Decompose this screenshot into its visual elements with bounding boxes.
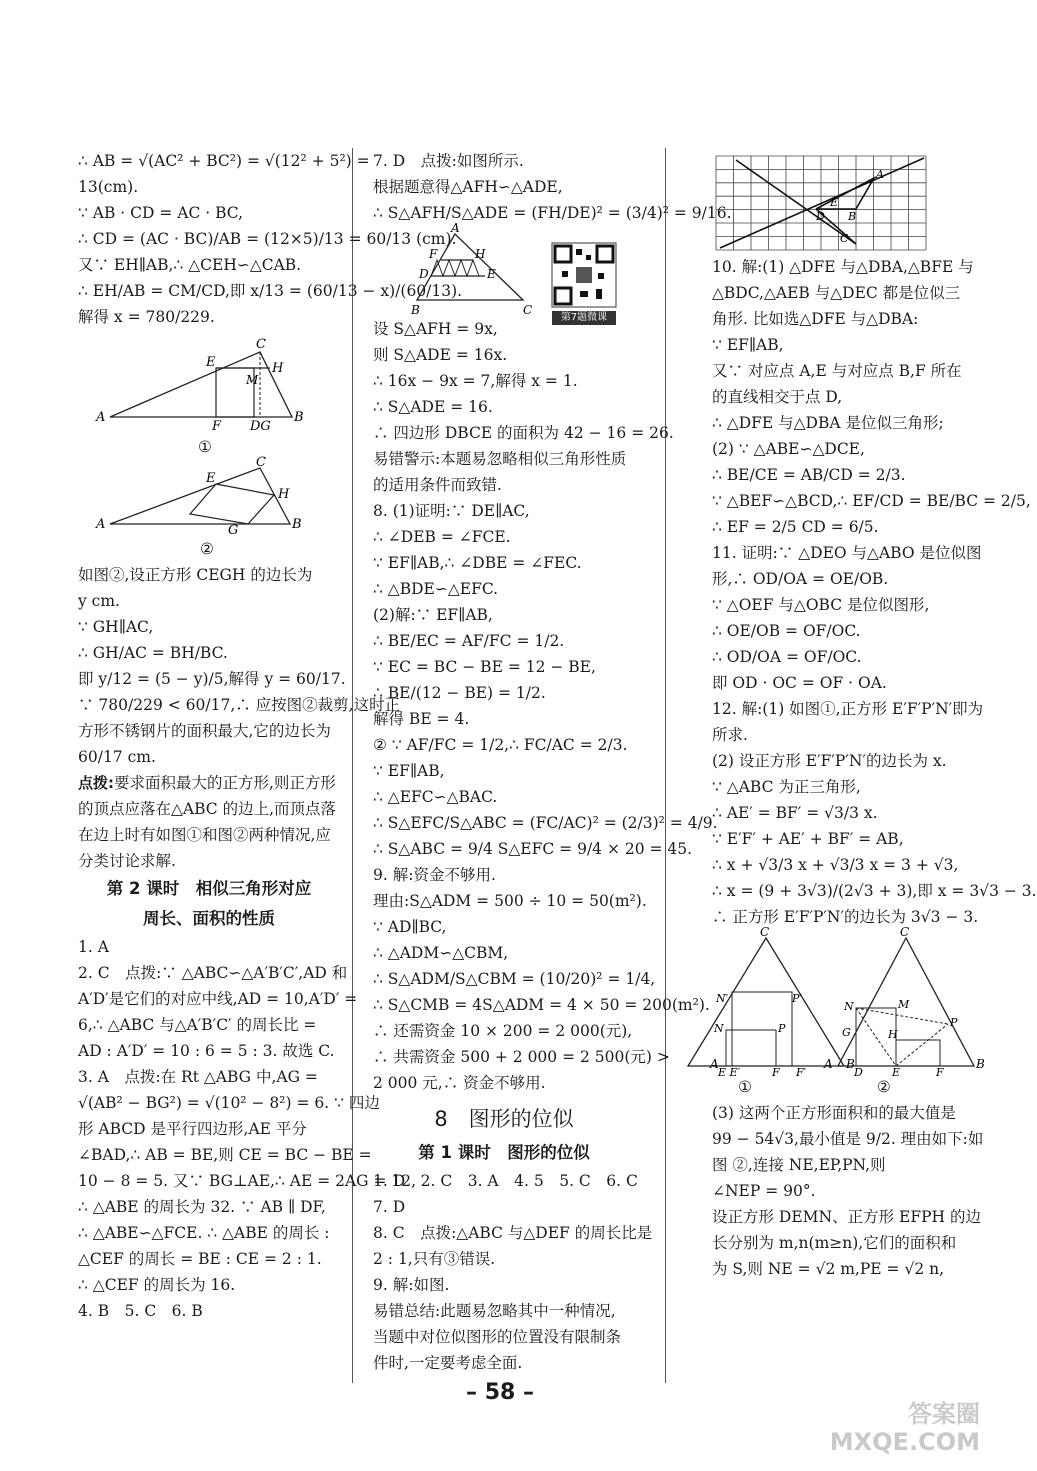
column-3 bbox=[710, 148, 1037, 1282]
text-line: ∵ 780/229 < 60/17,∴ 应按图②裁剪,这时正 bbox=[78, 696, 401, 714]
text-line: ∴ S△EFC/S△ABC = (FC/AC)² = (2/3)² = 4/9. bbox=[373, 814, 718, 832]
text-line: ∴ x + √3/3 x + √3/3 x = 3 + √3, bbox=[712, 856, 959, 874]
watermark-line1: 答案圈 bbox=[908, 1400, 980, 1428]
text-line: ∵ EF∥AB, bbox=[373, 762, 445, 780]
figure-2-label: ② bbox=[200, 540, 214, 558]
col2-answers bbox=[373, 1168, 653, 1376]
col2-derivation bbox=[373, 148, 732, 226]
answer-line: 1. A bbox=[78, 938, 109, 956]
text-line: ∴ △DFE 与△DBA 是位似三角形; bbox=[712, 414, 944, 432]
text-line: y cm. bbox=[78, 592, 120, 610]
col2-derivation-2 bbox=[373, 316, 718, 1096]
text-line: ∵ E′F′ + AE′ + BF′ = AB, bbox=[712, 830, 904, 848]
text-line: 12. 解:(1) 如图①,正方形 E′F′P′N′即为 bbox=[712, 700, 984, 718]
text-line: 11. 证明:∵ △DEO 与△ABO 是位似图 bbox=[712, 544, 982, 562]
svg-text:H: H bbox=[888, 1028, 898, 1041]
text-line: 即 y/12 = (5 − y)/5,解得 y = 60/17. bbox=[78, 670, 346, 688]
text-line: ∴ 共需资金 500 + 2 000 = 2 500(元) > bbox=[373, 1048, 670, 1066]
answer-line: ∴ △ABE 的周长为 32. ∵ AB ∥ DF, bbox=[78, 1198, 326, 1216]
figure-q12-triangles bbox=[710, 925, 992, 1079]
text-line: 解得 x = 780/229. bbox=[78, 308, 215, 326]
answer-line: 1. D 2. C 3. A 4. 5 5. C 6. C bbox=[373, 1172, 638, 1190]
text-line: ∴ 16x − 9x = 7,解得 x = 1. bbox=[373, 372, 578, 390]
text-line: ∴ S△ADM/S△CBM = (10/20)² = 1/4, bbox=[373, 970, 656, 988]
text-line: 设 S△AFH = 9x, bbox=[373, 320, 498, 338]
answer-line: 4. B 5. C 6. B bbox=[78, 1302, 203, 1320]
text-line: 根据题意得△AFH∽△ADE, bbox=[373, 178, 563, 196]
text-line: ∵ AD∥BC, bbox=[373, 918, 447, 936]
text-line: 为 S,则 NE = √2 m,PE = √2 n, bbox=[712, 1260, 945, 1278]
svg-text:B: B bbox=[848, 210, 857, 223]
text-line: ∴ S△AFH/S△ADE = (FH/DE)² = (3/4)² = 9/16. bbox=[373, 204, 732, 222]
answer-line: △CEF 的周长 = BE : CE = 2 : 1. bbox=[78, 1250, 322, 1268]
svg-text:A: A bbox=[710, 1057, 719, 1071]
svg-text:D: D bbox=[419, 267, 429, 281]
text-line: ∵ △BEF∽△BCD,∴ EF/CD = BE/BC = 2/5, bbox=[712, 492, 1031, 510]
answer-line: ∠BAD,∴ AB = BE,则 CE = BC − BE = bbox=[78, 1146, 372, 1164]
svg-text:E: E bbox=[487, 267, 496, 281]
text-line: 7. D 点拨:如图所示. bbox=[373, 152, 524, 170]
text-line: ∴ OD/OA = OF/OC. bbox=[712, 648, 862, 666]
svg-text:P: P bbox=[778, 1022, 786, 1035]
svg-text:F: F bbox=[429, 247, 438, 261]
text-line: 形,∴ OD/OA = OE/OB. bbox=[712, 570, 889, 588]
figure-q7-triangle bbox=[373, 221, 543, 317]
answer-line: 7. D bbox=[373, 1198, 406, 1216]
text-line: ∴ EH/AB = CM/CD,即 x/13 = (60/13 − x)/(60/13). bbox=[78, 282, 463, 300]
svg-text:F′: F′ bbox=[796, 1066, 807, 1079]
text-line: ∵ AB · CD = AC · BC, bbox=[78, 204, 244, 222]
text-line: 13(cm). bbox=[78, 178, 139, 196]
column-divider-2 bbox=[665, 148, 666, 1383]
text-line: 角形. 比如选△DFE 与△DBA: bbox=[712, 310, 919, 328]
svg-text:B: B bbox=[976, 1057, 985, 1071]
svg-text:F: F bbox=[772, 1066, 780, 1079]
svg-text:G: G bbox=[228, 523, 239, 538]
lesson-1-title: 第 1 课时 图形的位似 bbox=[418, 1143, 590, 1162]
text-line: 如图②,设正方形 CEGH 的边长为 bbox=[78, 566, 313, 584]
text-line: ∴ 正方形 E′F′P′N′的边长为 3√3 − 3. bbox=[712, 908, 979, 926]
lesson-2-title-line2: 周长、面积的性质 bbox=[143, 909, 275, 928]
answer-line: √(AB² − BG²) = √(10² − 8²) = 6. ∵ 四边 bbox=[78, 1094, 380, 1112]
svg-text:F: F bbox=[212, 419, 222, 434]
text-line: ∴ S△CMB = 4S△ADM = 4 × 50 = 200(m²). bbox=[373, 996, 710, 1014]
svg-text:C: C bbox=[840, 232, 849, 245]
text-line: ∵ △OEF 与△OBC 是位似图形, bbox=[712, 596, 930, 614]
text-line: ∵ EF∥AB,∴ ∠DBE = ∠FEC. bbox=[373, 554, 582, 572]
text-line: 2 000 元,∴ 资金不够用. bbox=[373, 1074, 546, 1092]
svg-text:M: M bbox=[246, 373, 259, 387]
text-line: 即 OD · OC = OF · OA. bbox=[712, 674, 887, 692]
text-line: ② ∵ AF/FC = 1/2,∴ FC/AC = 2/3. bbox=[373, 736, 628, 754]
text-line: 理由:S△ADM = 500 ÷ 10 = 50(m²). bbox=[373, 892, 647, 910]
text-line: (2) ∵ △ABE∽△DCE, bbox=[712, 440, 865, 458]
qr-code-icon bbox=[552, 243, 616, 307]
svg-text:A: A bbox=[824, 1057, 833, 1071]
text-line: 长分别为 m,n(m≥n),它们的面积和 bbox=[712, 1234, 957, 1252]
answer-line: 8. C 点拨:△ABC 与△DEF 的周长比是 bbox=[373, 1224, 653, 1242]
text-line: ∴ GH/AC = BH/BC. bbox=[78, 644, 228, 662]
svg-text:A: A bbox=[451, 221, 460, 235]
text-line: 设正方形 DEMN、正方形 EFPH 的边 bbox=[712, 1208, 981, 1226]
text-line: 所求. bbox=[712, 726, 748, 744]
text-line: ∵ △ABC 为正三角形, bbox=[712, 778, 861, 796]
watermark bbox=[830, 1400, 980, 1456]
svg-text:A: A bbox=[96, 517, 106, 532]
text-line: 又∵ 对应点 A,E 与对应点 B,F 所在 bbox=[712, 362, 962, 380]
svg-text:A: A bbox=[96, 410, 106, 425]
answer-line: AD : A′D′ = 10 : 6 = 5 : 3. 故选 C. bbox=[78, 1042, 335, 1060]
text-line: △BDC,△AEB 与△DEC 都是位似三 bbox=[712, 284, 961, 302]
svg-text:H: H bbox=[278, 487, 290, 502]
text-line: ∴ AB = √(AC² + BC²) = √(12² + 5²) = bbox=[78, 152, 370, 170]
text-line: 9. 解:资金不够用. bbox=[373, 866, 496, 884]
svg-text:C: C bbox=[256, 337, 266, 352]
svg-text:P′: P′ bbox=[792, 992, 802, 1005]
answer-line: ∴ △ABE∽△FCE. ∴ △ABE 的周长 : bbox=[78, 1224, 330, 1242]
answer-line: 6,∴ △ABC 与△A′B′C′ 的周长比 = bbox=[78, 1016, 317, 1034]
col3-derivation bbox=[712, 254, 1037, 930]
figure-label-1: ① bbox=[738, 1078, 752, 1096]
section-title: 8 图形的位似 bbox=[434, 1107, 574, 1131]
text-line: 的直线相交于点 D, bbox=[712, 388, 843, 406]
text-line: 10. 解:(1) △DFE 与△DBA,△BFE 与 bbox=[712, 258, 974, 276]
answer-line: 易错总结:此题易忽略其中一种情况, bbox=[373, 1302, 616, 1320]
answer-line: 2 : 1,只有③错误. bbox=[373, 1250, 496, 1268]
page-number: – 58 – bbox=[466, 1380, 534, 1405]
text-line: (2) 设正方形 E′F′P′N′的边长为 x. bbox=[712, 752, 947, 770]
answer-line: 2. C 点拨:∵ △ABC∽△A′B′C′,AD 和 bbox=[78, 964, 348, 982]
text-line: 60/17 cm. bbox=[78, 748, 156, 766]
text-line: ∴ BE/CE = AB/CD = 2/3. bbox=[712, 466, 906, 484]
svg-text:H: H bbox=[272, 361, 284, 376]
svg-text:G: G bbox=[842, 1026, 851, 1039]
text-line: ∠NEP = 90°. bbox=[712, 1182, 816, 1200]
svg-text:E: E bbox=[892, 1066, 901, 1079]
text-line: ∴ x = (9 + 3√3)/(2√3 + 3),即 x = 3√3 − 3. bbox=[712, 882, 1037, 900]
text-line: 易错警示:本题易忽略相似三角形性质 bbox=[373, 450, 627, 468]
svg-text:E E′: E E′ bbox=[718, 1066, 741, 1079]
answer-line: 件时,一定要考虑全面. bbox=[373, 1354, 523, 1372]
qr-code[interactable] bbox=[552, 243, 616, 323]
text-line: (2)解:∵ EF∥AB, bbox=[373, 606, 493, 624]
text-line: ∴ 还需资金 10 × 200 = 2 000(元), bbox=[373, 1022, 633, 1040]
text-line: ∴ EF = 2/5 CD = 6/5. bbox=[712, 518, 879, 536]
text-line: 又∵ EH∥AB,∴ △CEH∽△CAB. bbox=[78, 256, 302, 274]
text-line: ∴ S△ADE = 16. bbox=[373, 398, 493, 416]
col1-derivation-2 bbox=[78, 562, 401, 770]
svg-text:A: A bbox=[876, 168, 884, 181]
grid-figure-homothety bbox=[716, 154, 926, 252]
figure-2-triangle bbox=[78, 455, 340, 538]
text-line: ∴ AE′ = BF′ = √3/3 x. bbox=[712, 804, 878, 822]
text-line: ∵ EC = BC − BE = 12 − BE, bbox=[373, 658, 596, 676]
text-line: 则 S△ADE = 16x. bbox=[373, 346, 508, 364]
text-line: 8. (1)证明:∵ DE∥AC, bbox=[373, 502, 530, 520]
svg-text:E: E bbox=[206, 355, 216, 370]
svg-text:N: N bbox=[714, 1022, 724, 1035]
svg-text:D: D bbox=[854, 1066, 863, 1079]
text-line: ∴ △ADM∽△CBM, bbox=[373, 944, 509, 962]
svg-text:C: C bbox=[523, 303, 533, 317]
answer-line: A′D′是它们的对应中线,AD = 10,A′D′ = bbox=[78, 990, 358, 1008]
svg-text:C: C bbox=[760, 925, 770, 939]
text-line: ∵ GH∥AC, bbox=[78, 618, 154, 636]
svg-text:N: N bbox=[844, 1000, 854, 1013]
text-line: ∴ ∠DEB = ∠FCE. bbox=[373, 528, 511, 546]
text-line: 99 − 54√3,最小值是 9/2. 理由如下:如 bbox=[712, 1130, 984, 1148]
column-divider-1 bbox=[352, 148, 353, 1383]
svg-text:B: B bbox=[294, 410, 304, 425]
answer-line: ∴ △CEF 的周长为 16. bbox=[78, 1276, 236, 1294]
text-line: 方形不锈钢片的面积最大,它的边长为 bbox=[78, 722, 331, 740]
answer-line: 当题中对位似图形的位置没有限制条 bbox=[373, 1328, 622, 1346]
svg-text:E: E bbox=[830, 196, 839, 209]
svg-text:E: E bbox=[206, 471, 216, 486]
text-line: ∴ OE/OB = OF/OC. bbox=[712, 622, 861, 640]
figure-1-label: ① bbox=[198, 438, 212, 456]
svg-text:DG: DG bbox=[250, 419, 271, 434]
text-line: ∴ BE/EC = AF/FC = 1/2. bbox=[373, 632, 565, 650]
watermark-line2: MXQE.COM bbox=[829, 1428, 980, 1456]
svg-text:B: B bbox=[292, 517, 302, 532]
text-line: ∴ △EFC∽△BAC. bbox=[373, 788, 498, 806]
tip-label: 点拨: bbox=[78, 774, 114, 792]
tip-text: 要求面积最大的正方形,则正方形的顶点应落在△ABC 的边上,而顶点落在边上时有如图①和图②两种情况,应分类讨论求解. bbox=[78, 774, 337, 870]
text-line: (3) 这两个正方形面积和的最大值是 bbox=[712, 1104, 956, 1122]
svg-text:M: M bbox=[898, 998, 910, 1011]
svg-text:C: C bbox=[900, 925, 910, 939]
svg-text:B: B bbox=[846, 1057, 855, 1071]
svg-text:B: B bbox=[411, 303, 420, 317]
lesson-2-title-line1: 第 2 课时 相似三角形对应 bbox=[106, 879, 312, 898]
text-line: ∴ △BDE∽△EFC. bbox=[373, 580, 499, 598]
svg-text:H: H bbox=[475, 247, 486, 261]
text-line: ∴ CD = (AC · BC)/AB = (12×5)/13 = 60/13 (cm). bbox=[78, 230, 457, 248]
text-line: ∴ S△ABC = 9/4 S△EFC = 9/4 × 20 = 45. bbox=[373, 840, 693, 858]
answer-line: 3. A 点拨:在 Rt △ABG 中,AG = bbox=[78, 1068, 318, 1086]
answer-line: 形 ABCD 是平行四边形,AE 平分 bbox=[78, 1120, 307, 1138]
answer-line: 10 − 8 = 5. 又∵ BG⊥AE,∴ AE = 2AG = 12, bbox=[78, 1172, 417, 1190]
qr-caption: 第7题微课 bbox=[552, 311, 616, 325]
answer-line: 9. 解:如图. bbox=[373, 1276, 450, 1294]
text-line: 的适用条件而致错. bbox=[373, 476, 502, 494]
figure-1-triangle bbox=[78, 332, 340, 432]
text-line: ∴ BE/(12 − BE) = 1/2. bbox=[373, 684, 546, 702]
col3-derivation-2 bbox=[712, 1100, 984, 1282]
svg-text:P: P bbox=[950, 1016, 958, 1029]
figure-label-2: ② bbox=[876, 1078, 891, 1096]
svg-text:F: F bbox=[936, 1066, 944, 1079]
text-line: 解得 BE = 4. bbox=[373, 710, 470, 728]
svg-text:C: C bbox=[256, 455, 266, 470]
col1-tip bbox=[78, 770, 340, 874]
svg-text:D: D bbox=[816, 210, 825, 223]
svg-text:N′: N′ bbox=[716, 992, 729, 1005]
text-line: ∵ EF∥AB, bbox=[712, 336, 784, 354]
text-line: ∴ 四边形 DBCE 的面积为 42 − 16 = 26. bbox=[373, 424, 674, 442]
text-line: 图 ②,连接 NE,EP,PN,则 bbox=[712, 1156, 886, 1174]
